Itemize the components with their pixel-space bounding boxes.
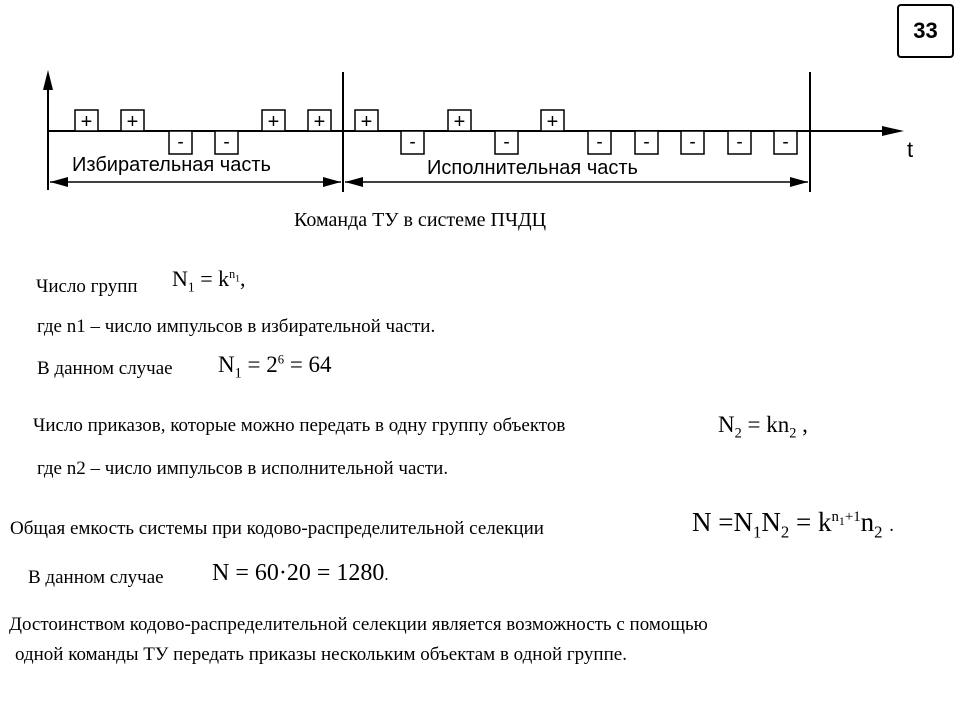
groups-formula: $N_1 = k^{n_1}$, — [172, 266, 246, 295]
case1-formula: $N_1 = 2^6 = 64$ — [218, 352, 332, 382]
svg-text:-: - — [782, 132, 789, 153]
n1-definition: где n1 – число импульсов в избирательной части. — [37, 316, 436, 337]
pulse-minus — [215, 131, 238, 154]
svg-text:+: + — [126, 111, 139, 133]
pulse-minus — [588, 131, 611, 154]
svg-text:+: + — [267, 111, 280, 133]
case2-formula: N = 60·20 = 1280. — [212, 560, 389, 586]
capacity-label: Общая емкость системы при кодово-распределительной селекции — [10, 518, 544, 539]
pulse-plus — [121, 110, 144, 133]
pulse-minus — [495, 131, 518, 154]
pulse-minus — [401, 131, 424, 154]
svg-text:-: - — [223, 132, 230, 153]
advantage-line-2: одной команды ТУ передать приказы нескольким объектам в одной группе. — [15, 644, 627, 665]
orders-label: Число приказов, которые можно передать в одну группу объектов — [33, 415, 566, 436]
pulse-minus — [169, 131, 192, 154]
svg-text:+: + — [80, 111, 93, 133]
svg-text:+: + — [360, 111, 373, 133]
svg-text:-: - — [503, 132, 510, 153]
orders-formula: $N_2 = kn_2$ , — [718, 412, 808, 442]
pulse-diagram — [0, 0, 960, 200]
advantage-line-1: Достоинством кодово-распределительной селекции является возможность с помощью — [9, 614, 708, 635]
capacity-formula: $N =N_1N_2 = k^{n_1+1}n_2$ . — [692, 507, 894, 542]
n2-definition: где n2 – число импульсов в исполнительной части. — [37, 458, 449, 479]
svg-text:+: + — [546, 111, 559, 133]
svg-text:-: - — [689, 132, 696, 153]
pulse-minus — [681, 131, 704, 154]
pulse-minus — [635, 131, 658, 154]
groups-label: Число групп — [36, 276, 138, 297]
pulse-plus — [355, 110, 378, 133]
slide-number: 33 — [897, 4, 954, 58]
case2-label: В данном случае — [28, 567, 164, 588]
pulse-minus — [728, 131, 751, 154]
axis-label-t: t — [907, 137, 914, 162]
left-section-label: Избирательная часть — [72, 154, 271, 176]
svg-text:-: - — [596, 132, 603, 153]
right-section-label: Исполнительная часть — [427, 157, 638, 179]
pulse-plus — [262, 110, 285, 133]
time-axis-arrow — [882, 126, 904, 136]
svg-text:+: + — [313, 111, 326, 133]
pulse-plus — [75, 110, 98, 133]
svg-text:-: - — [409, 132, 416, 153]
case1-label: В данном случае — [37, 358, 173, 379]
pulse-plus — [448, 110, 471, 133]
svg-text:-: - — [177, 132, 184, 153]
diagram-caption: Команда ТУ в системе ПЧДЦ — [294, 209, 547, 231]
svg-text:+: + — [453, 111, 466, 133]
pulse-minus — [774, 131, 797, 154]
vertical-axis-arrow — [43, 70, 53, 90]
svg-text:-: - — [643, 132, 650, 153]
pulse-plus — [308, 110, 331, 133]
svg-text:-: - — [736, 132, 743, 153]
pulse-plus — [541, 110, 564, 133]
